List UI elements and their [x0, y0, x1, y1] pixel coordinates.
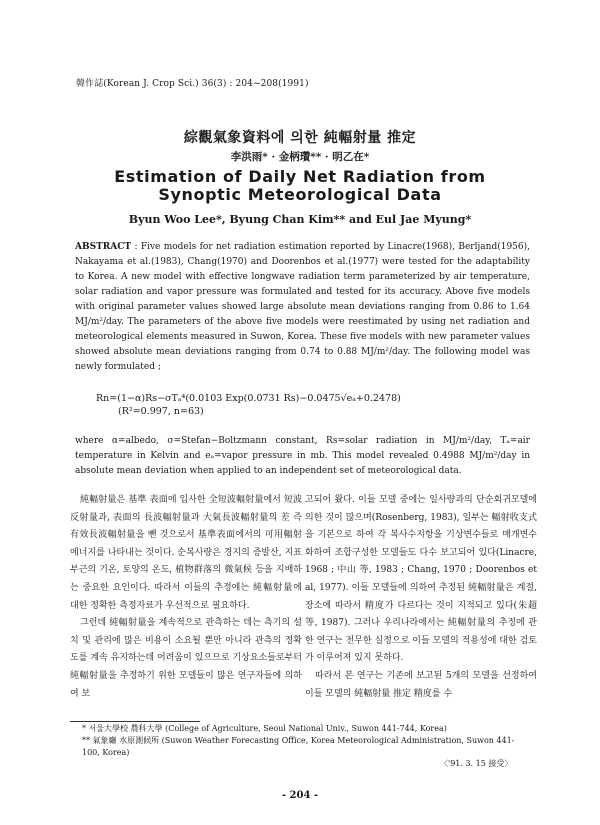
footnote-affiliation-2: ** 氣象廳 水原測候所 (Suwon Weather Forecasting Office, Korea Meteorological Administration, Suwon 441-100, Korea) — [82, 736, 515, 757]
body-paragraph: 純輻射量은 基準 表面에 입사한 全短波輻射量에서 短波反射量과, 表面의 長波輻射量과 大氣長波輻射量의 差 즉 有效長波輻射量을 뺀 것으로서 基準表面에서의 可用輻射에너지를 나타내는 것이다. 순복사량은 경지의 증발산, 지표부근의 기온, 토양의 온도, 植物群落의 微氣候 등을 지배하는 중요한 요인이다. 따라서 이들의 추정에는 純輻射量에 대한 정확한 측정자료가 우선적으로 필요하다. — [70, 495, 302, 611]
english-authors: Byun Woo Lee*, Byung Chan Kim** and Eul Jae Myung* — [128, 213, 472, 226]
english-title-line2: Synoptic Meteorological Data — [158, 185, 442, 204]
abstract — [75, 240, 530, 375]
english-title-line1: Estimation of Daily Net Radiation from — [114, 167, 486, 186]
page-number: - 204 - — [281, 790, 319, 801]
korean-title: 綜觀氣象資料에 의한 純輻射量 推定 — [183, 130, 417, 146]
footnote-affiliation-1: * 서울大學校 農科大學 (College of Agriculture, Seoul National Univ., Suwon 441-744, Korea) — [82, 724, 447, 733]
received-date: 〈'91. 3. 15 接受〉 — [440, 759, 513, 768]
journal-citation: 韓作誌(Korean J. Crop Sci.) 36(3) : 204~208(1991) — [76, 79, 309, 89]
model-equation-stats: (R²=0.997, n=63) — [118, 406, 204, 417]
footnote-divider — [70, 721, 200, 722]
body-column-left — [70, 492, 302, 703]
body-paragraph: 그런데 純輻射量을 계속적으로 관측하는 데는 측기의 설치 및 관리에 많은 비용이 소요될 뿐만 아니라 관측의 정확도를 계속 유지하는데 어려움이 있으므로 기상요소들로부터 純輻射量을 추정하기 위한 모델들이 많은 연구자들에 의하여 보 — [70, 618, 302, 699]
model-equation: Rn=(1−α)Rs−σTₐ⁴(0.0103 Exp(0.0731 Rs)−0.0475√eₐ+0.2478) — [96, 393, 401, 404]
body-column-right — [305, 492, 537, 703]
english-title — [0, 168, 600, 204]
korean-authors: 李洪雨* · 金柄瓚** · 明乙在* — [230, 151, 370, 163]
body-paragraph: 고되어 왔다. 이들 모델 중에는 일사량과의 단순회귀모델에 의한 것이 많으며(Rosenberg, 1983), 일부는 輻射收支式을 기본으로 하여 각 복사수지항을 기상변수들로 매개변수화하여 조합구성한 모델들도 다수 보고되어 있다(Linacre, 1968 ; 中山 等, 1983 ; Chang, 1970 ; Doorenbos et al, 1977). 이들 모델들에 의하여 추정된 純輻射量은 계절, 장소에 따라서 精度가 다르다는 것이 지적되고 있다(朱超 等, 1987). 그러나 우리나라에서는 純輻射量의 추정에 관한 연구는 전무한 실정으로 이들 모델의 적용성에 대한 검토가 이루어져 있지 못하다. — [305, 495, 537, 664]
equation-definitions: where α=albedo, σ=Stefan−Boltzmann constant, Rs=solar radiation in MJ/m²/day, Tₐ=air temperature in Kelvin and eₐ=vapor pressure in mb. This model revealed 0.4988 MJ/m²/day in absolute mean deviation when applied to an independent set of meteorological data. — [75, 436, 530, 476]
body-paragraph: 따라서 본 연구는 기존에 보고된 5개의 모델을 선정하여 이들 모델의 純輻射量 推定 精度를 수 — [305, 670, 537, 699]
abstract-label: ABSTRACT — [75, 242, 132, 252]
abstract-text: : Five models for net radiation estimation reported by Linacre(1968), Berljand(1956), Nakayama et al.(1983), Chang(1970) and Doorenbos et al.(1977) were tested for the adaptability to Korea. A new model with effective longwave radiation term parameterized by air temperature, solar radiation and vapor pressure was formulated and tested for its accuracy. Above five models with original parameter values showed large absolute mean deviations ranging from 0.86 to 1.64 MJ/m²/day. The parameters of the above five models were reestimated by using net radiation and meteorological elements measured in Suwon, Korea. These five models with new parameter values showed absolute mean deviations ranging from 0.74 to 0.88 MJ/m²/day. The following model was newly formulated ; — [75, 242, 530, 372]
